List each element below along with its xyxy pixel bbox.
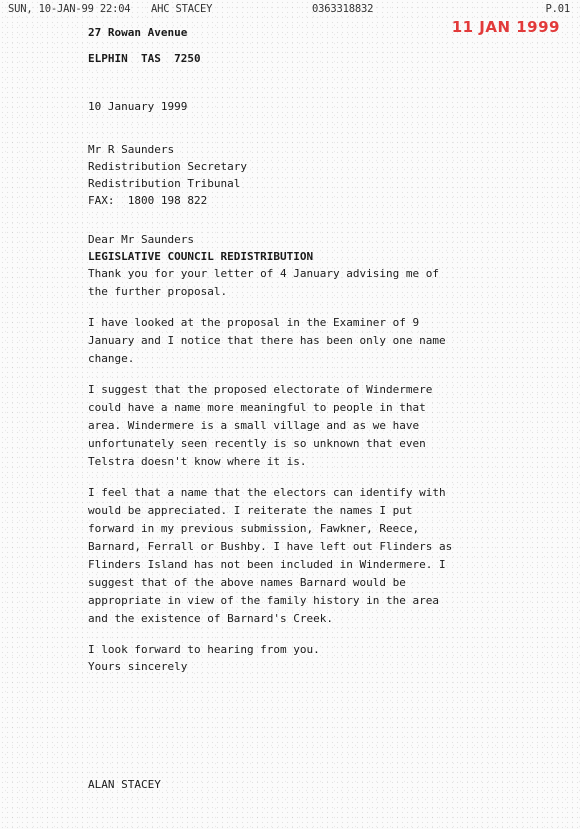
fax-sender: AHC STACEY <box>151 3 213 15</box>
subject-line: LEGISLATIVE COUNCIL REDISTRIBUTION <box>88 250 314 263</box>
paragraph-2: I have looked at the proposal in the Examiner of 9 January and I notice that there has been only one name change. <box>88 316 446 365</box>
fax-datetime: SUN, 10-JAN-99 22:04 <box>8 3 131 15</box>
letter-body <box>88 24 528 675</box>
sender-street: 27 Rowan Avenue <box>88 26 188 39</box>
fax-number: 0363318832 <box>312 3 374 15</box>
closing-line: I look forward to hearing from you. <box>88 643 320 656</box>
paragraph-1: Thank you for your letter of 4 January advising me of the further proposal. <box>88 267 439 298</box>
received-date-stamp: 11 JAN 1999 <box>451 18 560 36</box>
sender-town: ELPHIN TAS 7250 <box>88 52 201 65</box>
paragraph-4: I feel that a name that the electors can identify with would be appreciated. I reiterate the names I put forward in my previous submission, Fawkner, Reece, Barnard, Ferrall or Bushby. I have left out Flinders as Flinders Island has not been included in Windermere. I suggest that of the above names Barnard would be appropriate in view of the family history in the area and the existence of Barnard's Creek. <box>88 486 453 625</box>
recipient-organisation: Redistribution Tribunal <box>88 177 241 190</box>
signature-name: ALAN STACEY <box>88 778 161 791</box>
paragraph-3: I suggest that the proposed electorate of Windermere could have a name more meaningful to people in that area. Windermere is a small village and as we have unfortunately seen recently is so unknown that even Telstra doesn't know where it is. <box>88 383 433 468</box>
valediction: Yours sincerely <box>88 660 188 673</box>
recipient-title: Redistribution Secretary <box>88 160 247 173</box>
recipient-fax: FAX: 1800 198 822 <box>88 194 208 207</box>
salutation: Dear Mr Saunders <box>88 233 194 246</box>
letter-date: 10 January 1999 <box>88 100 188 113</box>
recipient-name: Mr R Saunders <box>88 143 175 156</box>
fax-transmission-header <box>6 3 574 17</box>
fax-page-number: P.01 <box>545 3 570 15</box>
